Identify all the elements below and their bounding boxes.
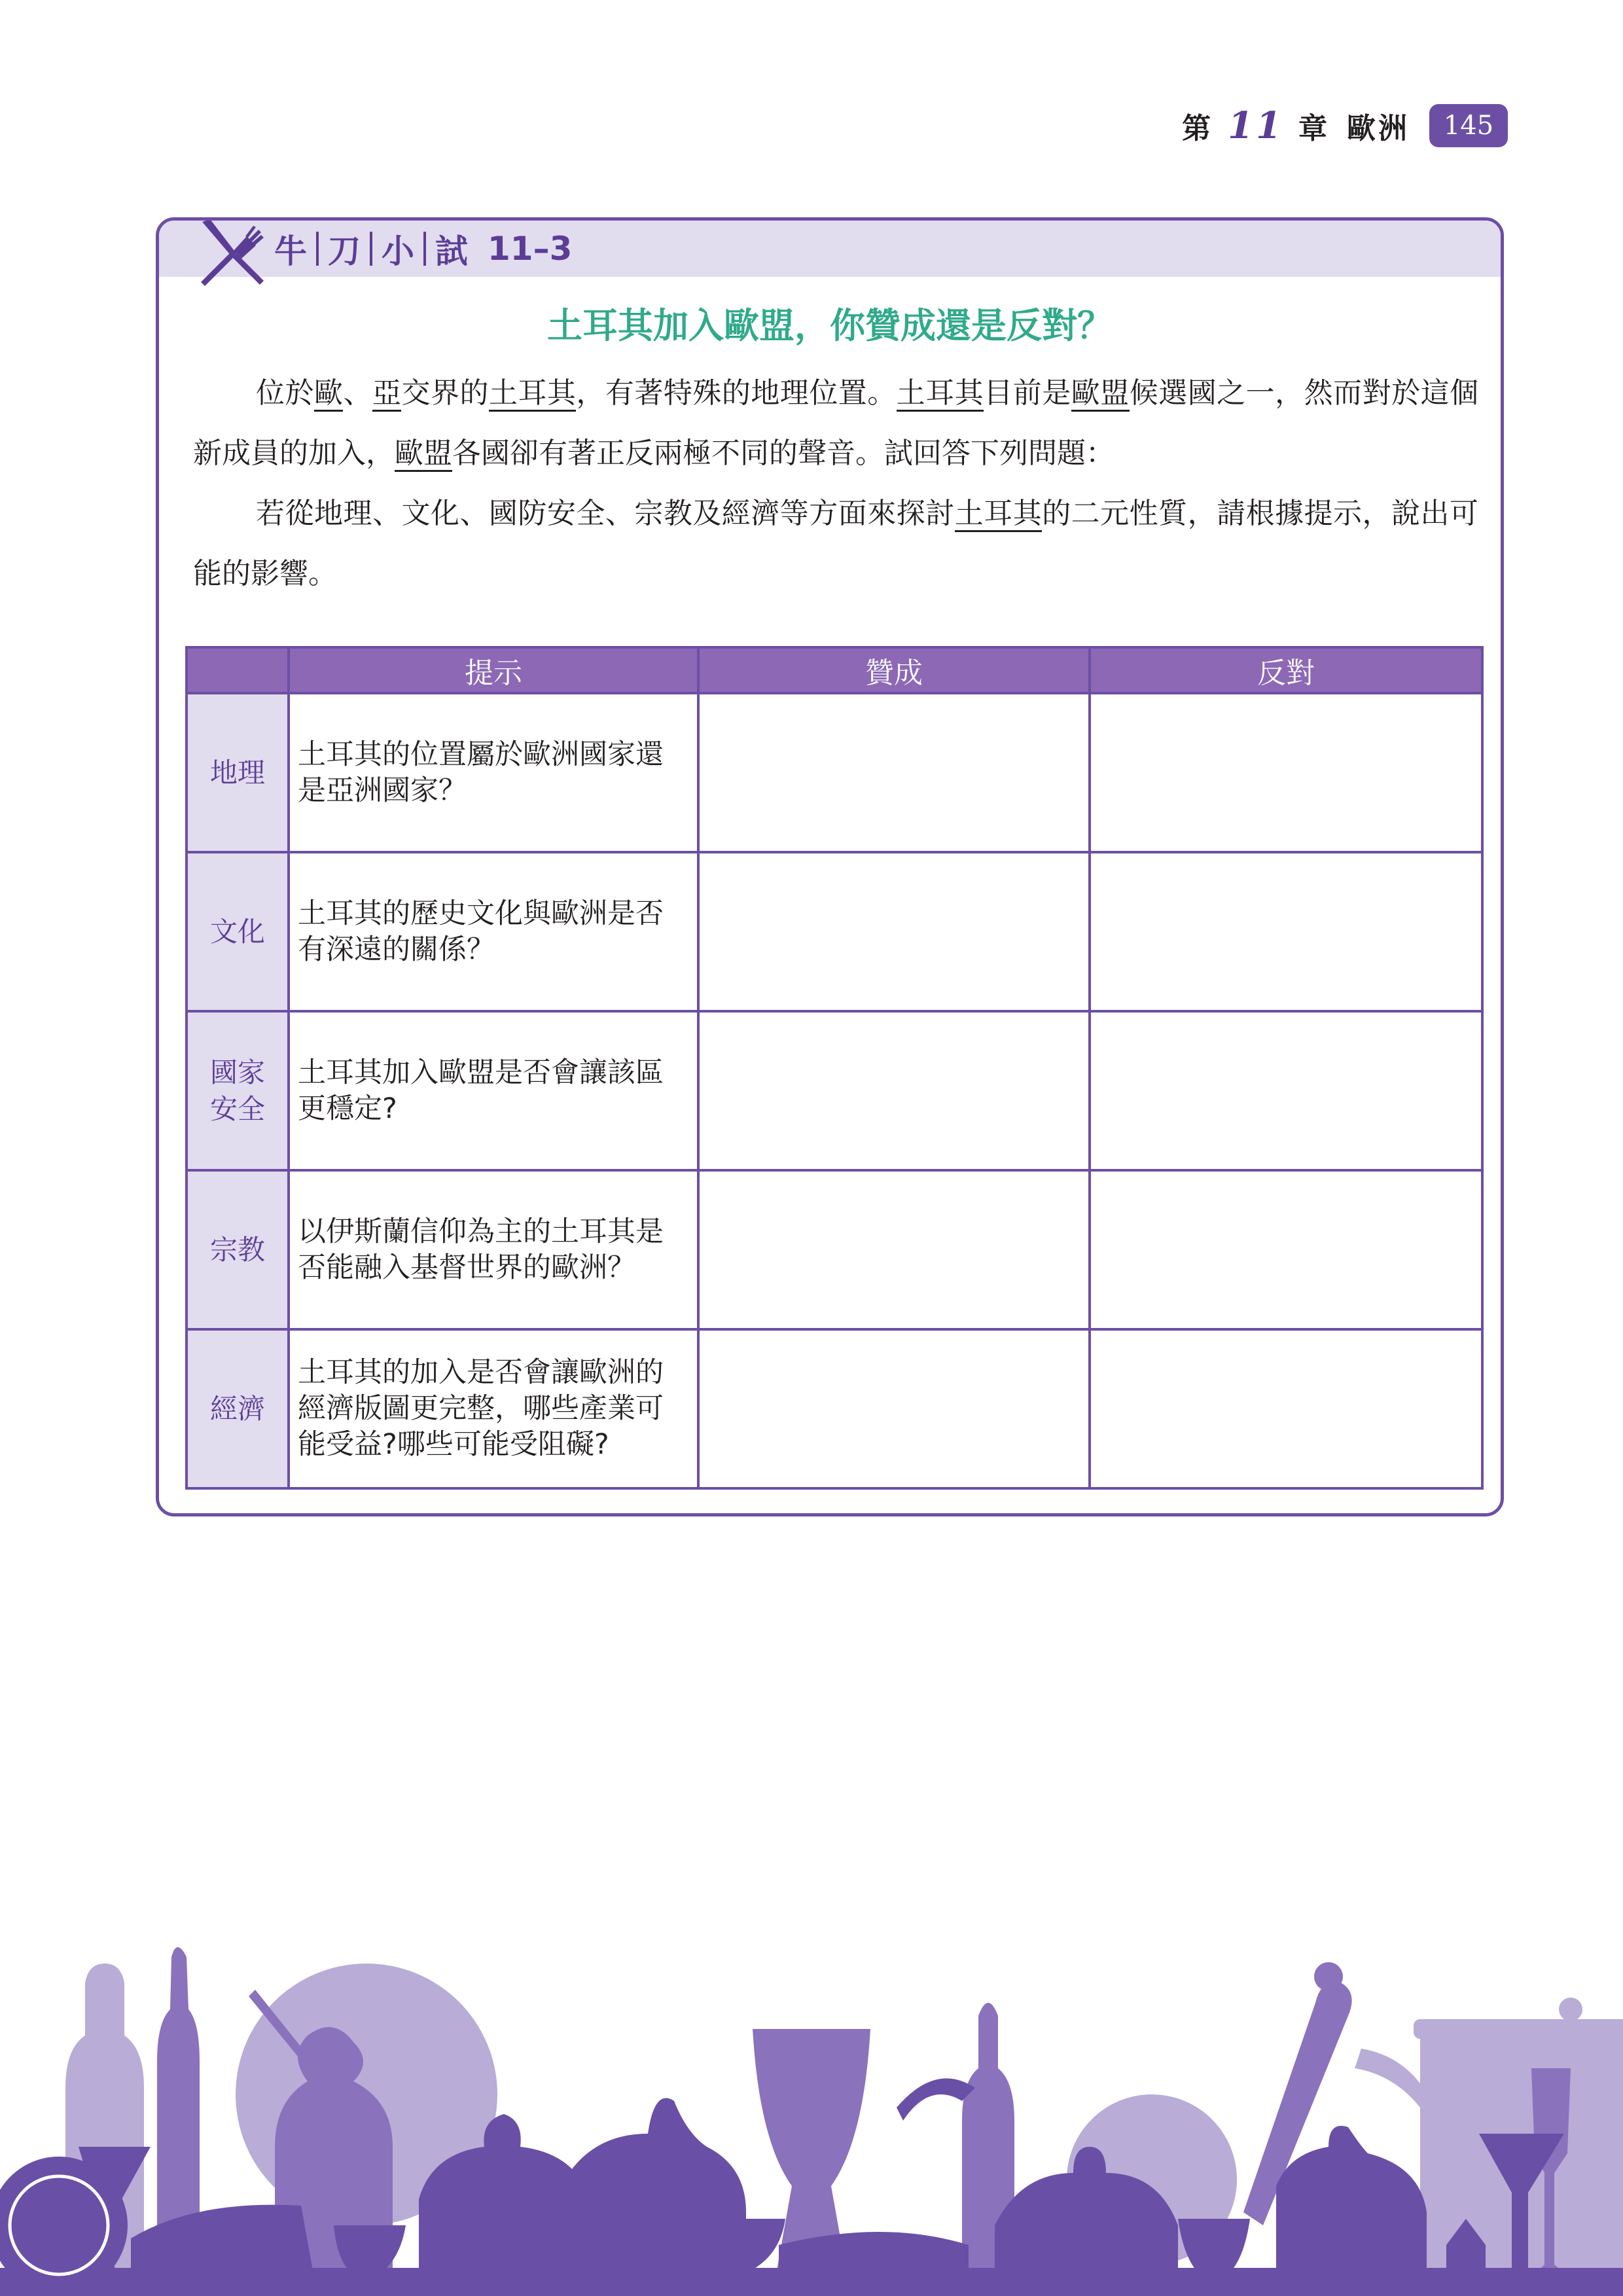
chapter-suffix: 章	[1298, 112, 1330, 145]
hint-cell: 以伊斯蘭信仰為主的土耳其是否能融入基督世界的歐洲？	[289, 1170, 698, 1329]
label-char-4: 試	[435, 232, 468, 270]
hint-cell: 土耳其的位置屬於歐洲國家還是亞洲國家？	[289, 693, 698, 852]
agree-answer-cell[interactable]	[698, 1011, 1090, 1170]
quiz-box	[156, 217, 1504, 1516]
chapter-title: 歐洲	[1347, 112, 1410, 145]
hint-cell: 土耳其的加入是否會讓歐洲的經濟版圖更完整，哪些產業可能受益?哪些可能受阻礙?	[289, 1329, 698, 1488]
disagree-answer-cell[interactable]	[1090, 1011, 1482, 1170]
category-cell: 經濟	[187, 1329, 289, 1488]
label-char-1: 牛	[274, 232, 307, 270]
chapter-label	[1182, 104, 1410, 147]
chapter-prefix: 第	[1182, 112, 1214, 145]
category-cell: 國家安全	[187, 1011, 289, 1170]
category-cell: 地理	[187, 693, 289, 852]
header-hint: 提示	[289, 647, 698, 693]
table-row	[187, 1329, 1482, 1488]
kitchenware-silhouettes-illustration	[0, 1937, 1623, 2296]
disagree-answer-cell[interactable]	[1090, 693, 1482, 852]
table-row	[187, 1011, 1482, 1170]
table-header-row	[187, 647, 1482, 693]
label-char-3: 小	[382, 232, 414, 270]
quiz-box-title	[274, 226, 572, 272]
quiz-heading: 土耳其加入歐盟，你贊成還是反對？	[547, 305, 1113, 346]
intro-paragraph: 位於歐、亞交界的土耳其，有著特殊的地理位置。土耳其目前是歐盟候選國之一，然而對於這個新成員的加入，歐盟各國卻有著正反兩極不同的聲音。試回答下列問題：	[193, 363, 1478, 484]
chapter-number: 11	[1228, 104, 1284, 147]
fork-knife-icon	[196, 217, 268, 289]
hint-cell: 土耳其加入歐盟是否會讓該區更穩定?	[289, 1011, 698, 1170]
agree-answer-cell[interactable]	[698, 1329, 1090, 1488]
running-head	[1182, 103, 1508, 148]
disagree-answer-cell[interactable]	[1090, 1329, 1482, 1488]
label-char-2: 刀	[328, 232, 361, 270]
agree-answer-cell[interactable]	[698, 1170, 1090, 1329]
disagree-answer-cell[interactable]	[1090, 852, 1482, 1011]
header-blank	[187, 647, 289, 693]
table-row	[187, 693, 1482, 852]
quiz-code: 11–3	[488, 230, 573, 268]
table-row	[187, 852, 1482, 1011]
category-cell: 宗教	[187, 1170, 289, 1329]
instruction-paragraph: 若從地理、文化、國防安全、宗教及經濟等方面來探討土耳其的二元性質，請根據提示，說出可能的影響。	[193, 497, 1479, 590]
disagree-answer-cell[interactable]	[1090, 1170, 1482, 1329]
category-cell: 文化	[187, 852, 289, 1011]
header-disagree: 反對	[1090, 647, 1482, 693]
header-agree: 贊成	[698, 647, 1090, 693]
agree-answer-cell[interactable]	[698, 852, 1090, 1011]
quiz-table	[185, 646, 1484, 1490]
agree-answer-cell[interactable]	[698, 693, 1090, 852]
table-row	[187, 1170, 1482, 1329]
hint-cell: 土耳其的歷史文化與歐洲是否有深遠的關係？	[289, 852, 698, 1011]
page-number: 145	[1429, 104, 1508, 147]
